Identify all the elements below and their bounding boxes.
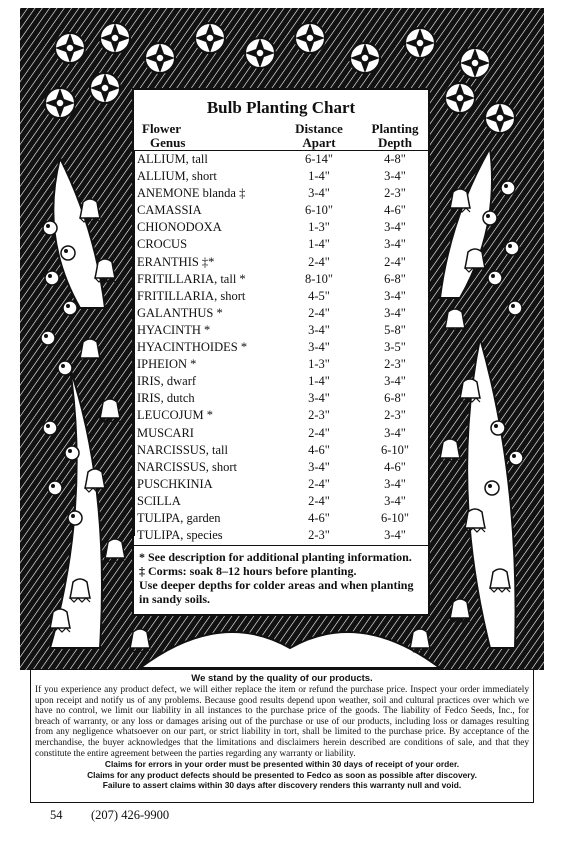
table-row xyxy=(134,476,428,493)
table-row xyxy=(134,339,428,356)
distance-cell: 4-6" xyxy=(308,442,330,457)
distance-cell: 2-4" xyxy=(308,425,330,440)
depth-cell: 4-8" xyxy=(384,152,406,166)
genus-cell: CHIONODOXA xyxy=(137,220,222,235)
depth-cell: 2-3" xyxy=(384,186,406,201)
depth-cell: 2-3" xyxy=(384,357,406,372)
depth-cell: 4-6" xyxy=(384,203,406,218)
header-planting-depth xyxy=(360,122,430,150)
distance-cell: 3-4" xyxy=(308,391,330,406)
table-row xyxy=(134,442,428,459)
bulb-planting-chart xyxy=(132,88,430,616)
distance-cell: 2-4" xyxy=(308,476,330,491)
genus-cell: IRIS, dwarf xyxy=(137,374,197,389)
table-row xyxy=(134,236,428,253)
genus-cell: TULIPA, species xyxy=(137,528,223,543)
genus-cell: HYACINTHOIDES * xyxy=(137,340,248,355)
note-corms: ‡ Corms: soak 8–12 hours before planting. xyxy=(139,564,357,578)
distance-cell: 1-4" xyxy=(308,237,330,252)
table-row xyxy=(134,407,428,424)
distance-cell: 1-3" xyxy=(308,357,330,372)
table-row xyxy=(134,373,428,390)
chart-title: Bulb Planting Chart xyxy=(206,98,356,117)
table-row xyxy=(134,168,428,185)
table-row xyxy=(134,288,428,305)
distance-cell: 2-4" xyxy=(308,254,330,269)
table-row xyxy=(134,322,428,339)
genus-cell: TULIPA, garden xyxy=(137,510,221,525)
table-row xyxy=(134,202,428,219)
depth-cell: 3-5" xyxy=(384,340,406,355)
genus-cell: NARCISSUS, tall xyxy=(137,442,228,457)
table-row xyxy=(134,219,428,236)
phone-number: (207) 426-9900 xyxy=(91,808,170,822)
depth-cell: 2-3" xyxy=(384,408,406,423)
depth-cell: 3-4" xyxy=(384,288,406,303)
table-row xyxy=(134,356,428,373)
depth-cell: 4-6" xyxy=(384,459,406,474)
depth-cell: 3-4" xyxy=(384,169,406,184)
header-genus-line2: Genus xyxy=(150,135,186,150)
distance-cell: 1-4" xyxy=(308,169,330,184)
header-distance-apart xyxy=(284,122,354,150)
table-row xyxy=(134,305,428,322)
depth-cell: 6-8" xyxy=(384,271,406,286)
table-row xyxy=(134,185,428,202)
header-flower-genus xyxy=(142,122,185,150)
table-row xyxy=(134,151,428,168)
note-depth: Use deeper depths for colder areas and when planting in sandy soils. xyxy=(139,578,414,606)
depth-cell: 3-4" xyxy=(384,425,406,440)
distance-cell: 2-4" xyxy=(308,493,330,508)
genus-cell: SCILLA xyxy=(137,493,181,508)
distance-cell: 3-4" xyxy=(308,340,330,355)
distance-cell: 3-4" xyxy=(308,186,330,201)
header-depth-line2: Depth xyxy=(378,135,412,150)
genus-cell: ALLIUM, tall xyxy=(137,152,208,166)
genus-cell: ERANTHIS ‡* xyxy=(137,254,215,269)
genus-cell: LEUCOJUM * xyxy=(137,408,214,423)
depth-cell: 3-4" xyxy=(384,374,406,389)
distance-cell: 1-4" xyxy=(308,374,330,389)
header-depth-line1: Planting xyxy=(371,121,419,136)
depth-cell: 3-4" xyxy=(384,476,406,491)
distance-cell: 6-10" xyxy=(304,203,333,218)
genus-cell: IRIS, dutch xyxy=(137,391,195,406)
genus-cell: HYACINTH * xyxy=(137,322,211,337)
chart-rows xyxy=(134,151,428,544)
warranty-title: We stand by the quality of our products. xyxy=(191,673,373,684)
claims-defects: Claims for any product defects should be presented to Fedco as soon as possible after discovery. xyxy=(87,769,477,780)
depth-cell: 3-4" xyxy=(384,493,406,508)
distance-cell: 8-10" xyxy=(304,271,333,286)
genus-cell: FRITILLARIA, tall * xyxy=(137,271,246,286)
distance-cell: 3-4" xyxy=(308,322,330,337)
genus-cell: CAMASSIA xyxy=(137,203,202,218)
genus-cell: CROCUS xyxy=(137,237,188,252)
genus-cell: ALLIUM, short xyxy=(137,169,217,184)
genus-cell: NARCISSUS, short xyxy=(137,459,238,474)
notes-divider xyxy=(134,545,428,546)
genus-cell: ANEMONE blanda ‡ xyxy=(137,186,246,201)
distance-cell: 6-14" xyxy=(304,152,333,166)
genus-cell: PUSCHKINIA xyxy=(137,476,213,491)
header-distance-line2: Apart xyxy=(302,135,336,150)
warranty-body: If you experience any product defect, we will either replace the item or refund the purchase price. Inspect your order immediately upon receipt and notify us of any problems. Because good results depend upon weather, soil and cultural practices over which we have no control, we limit our liability in all instances to the purchase price of the goods. The liability of Fedco Seeds, Inc., for breach of warranty, or any loss or damages arising out of the purchase or use of our products, including loss or damages resulting from any negligence whatsoever on our part, or strict liability in tort, shall be limited to the purchase price. By acceptance of the merchandise, the buyer acknowledges that the limitations and disclaimers herein described are conditions of sale, and that they constitute the entire agreement between the parties regarding any warranty or liability. xyxy=(35,685,529,759)
claims-errors: Claims for errors in your order must be presented within 30 days of receipt of your order. xyxy=(104,759,460,770)
chart-notes xyxy=(139,550,424,606)
distance-cell: 1-3" xyxy=(308,220,330,235)
page-number: 54 xyxy=(50,808,63,822)
distance-cell: 4-6" xyxy=(308,510,330,525)
table-row xyxy=(134,390,428,407)
distance-cell: 2-3" xyxy=(308,408,330,423)
genus-cell: IPHEION * xyxy=(137,357,197,372)
table-row xyxy=(134,271,428,288)
depth-cell: 3-4" xyxy=(384,220,406,235)
depth-cell: 6-10" xyxy=(380,442,409,457)
distance-cell: 2-3" xyxy=(308,528,330,543)
header-distance-line1: Distance xyxy=(295,121,343,136)
warranty-box xyxy=(30,669,534,803)
table-row xyxy=(134,493,428,510)
depth-cell: 2-4" xyxy=(384,254,406,269)
depth-cell: 3-4" xyxy=(384,237,406,252)
depth-cell: 6-8" xyxy=(384,391,406,406)
genus-cell: FRITILLARIA, short xyxy=(137,288,246,303)
depth-cell: 3-4" xyxy=(384,528,406,543)
table-row xyxy=(134,459,428,476)
depth-cell: 3-4" xyxy=(384,305,406,320)
header-genus-line1: Flower xyxy=(142,121,181,136)
genus-cell: GALANTHUS * xyxy=(137,305,223,320)
table-row xyxy=(134,425,428,442)
depth-cell: 6-10" xyxy=(380,510,409,525)
claims-failure: Failure to assert claims within 30 days after discovery renders this warranty null and void. xyxy=(102,780,462,791)
distance-cell: 2-4" xyxy=(308,305,330,320)
table-row xyxy=(134,527,428,544)
distance-cell: 3-4" xyxy=(308,459,330,474)
genus-cell: MUSCARI xyxy=(137,425,194,440)
table-row xyxy=(134,254,428,271)
depth-cell: 5-8" xyxy=(384,322,406,337)
note-asterisk: * See description for additional planting information. xyxy=(139,550,412,564)
distance-cell: 4-5" xyxy=(308,288,330,303)
table-row xyxy=(134,510,428,527)
